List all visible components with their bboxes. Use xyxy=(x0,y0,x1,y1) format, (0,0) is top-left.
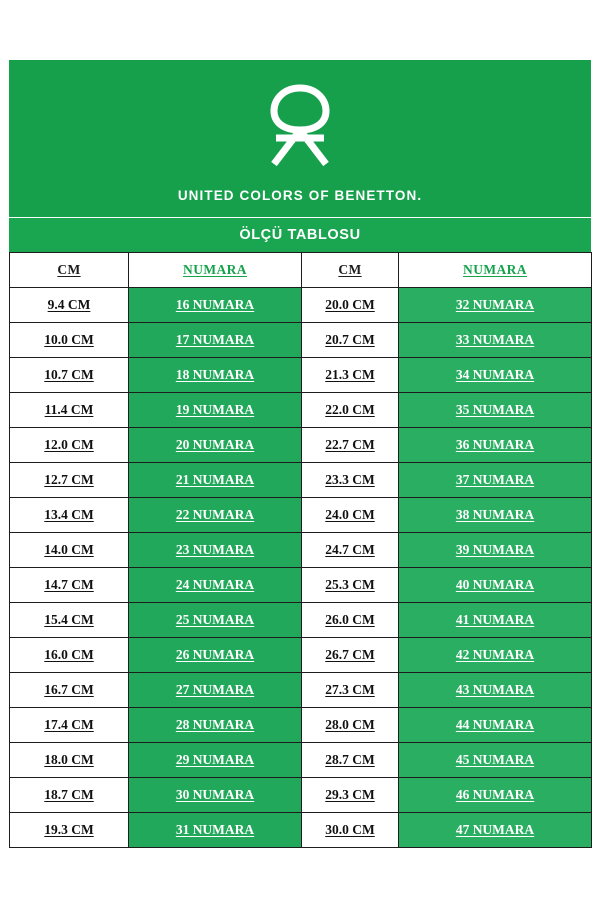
cell-numara-right: 33 NUMARA xyxy=(399,323,592,358)
cell-cm-right: 22.0 CM xyxy=(302,393,399,428)
cell-numara-left: 23 NUMARA xyxy=(129,533,302,568)
cell-cm-right: 23.3 CM xyxy=(302,463,399,498)
table-row xyxy=(10,463,592,498)
cell-numara-right: 46 NUMARA xyxy=(399,778,592,813)
cell-numara-left: 16 NUMARA xyxy=(129,288,302,323)
cell-numara-right: 35 NUMARA xyxy=(399,393,592,428)
cell-cm-left: 14.0 CM xyxy=(10,533,129,568)
cell-cm-left: 12.7 CM xyxy=(10,463,129,498)
column-header-numara-left: NUMARA xyxy=(129,253,302,288)
cell-cm-left: 11.4 CM xyxy=(10,393,129,428)
size-table xyxy=(9,252,592,848)
cell-cm-left: 15.4 CM xyxy=(10,603,129,638)
cell-numara-right: 40 NUMARA xyxy=(399,568,592,603)
brand-name: UNITED COLORS OF BENETTON. xyxy=(177,188,423,203)
table-row xyxy=(10,393,592,428)
cell-cm-left: 18.7 CM xyxy=(10,778,129,813)
table-row xyxy=(10,778,592,813)
column-header-cm-right: CM xyxy=(302,253,399,288)
cell-numara-right: 45 NUMARA xyxy=(399,743,592,778)
benetton-knot-logo-icon xyxy=(9,78,591,174)
table-row xyxy=(10,673,592,708)
cell-numara-right: 37 NUMARA xyxy=(399,463,592,498)
cell-cm-right: 24.0 CM xyxy=(302,498,399,533)
cell-numara-right: 39 NUMARA xyxy=(399,533,592,568)
cell-cm-left: 17.4 CM xyxy=(10,708,129,743)
cell-cm-right: 24.7 CM xyxy=(302,533,399,568)
column-header-numara-right: NUMARA xyxy=(399,253,592,288)
cell-cm-right: 26.7 CM xyxy=(302,638,399,673)
cell-cm-left: 10.7 CM xyxy=(10,358,129,393)
cell-numara-right: 36 NUMARA xyxy=(399,428,592,463)
cell-numara-right: 44 NUMARA xyxy=(399,708,592,743)
cell-cm-left: 9.4 CM xyxy=(10,288,129,323)
cell-numara-right: 34 NUMARA xyxy=(399,358,592,393)
table-row xyxy=(10,428,592,463)
cell-numara-left: 18 NUMARA xyxy=(129,358,302,393)
cell-numara-left: 30 NUMARA xyxy=(129,778,302,813)
table-row xyxy=(10,358,592,393)
table-row xyxy=(10,743,592,778)
table-row xyxy=(10,568,592,603)
column-header-cm-left: CM xyxy=(10,253,129,288)
cell-numara-left: 22 NUMARA xyxy=(129,498,302,533)
table-row xyxy=(10,708,592,743)
cell-cm-left: 16.0 CM xyxy=(10,638,129,673)
table-row xyxy=(10,288,592,323)
table-header-row xyxy=(10,253,592,288)
cell-cm-right: 25.3 CM xyxy=(302,568,399,603)
cell-numara-left: 25 NUMARA xyxy=(129,603,302,638)
cell-numara-left: 21 NUMARA xyxy=(129,463,302,498)
cell-cm-right: 22.7 CM xyxy=(302,428,399,463)
cell-numara-left: 28 NUMARA xyxy=(129,708,302,743)
cell-numara-left: 26 NUMARA xyxy=(129,638,302,673)
cell-numara-left: 24 NUMARA xyxy=(129,568,302,603)
table-body xyxy=(10,288,592,848)
cell-cm-right: 28.7 CM xyxy=(302,743,399,778)
cell-cm-left: 16.7 CM xyxy=(10,673,129,708)
cell-numara-left: 19 NUMARA xyxy=(129,393,302,428)
cell-cm-right: 20.0 CM xyxy=(302,288,399,323)
cell-numara-right: 43 NUMARA xyxy=(399,673,592,708)
cell-numara-left: 31 NUMARA xyxy=(129,813,302,848)
cell-cm-left: 19.3 CM xyxy=(10,813,129,848)
cell-cm-right: 21.3 CM xyxy=(302,358,399,393)
cell-numara-left: 27 NUMARA xyxy=(129,673,302,708)
table-row xyxy=(10,603,592,638)
cell-cm-right: 28.0 CM xyxy=(302,708,399,743)
table-row xyxy=(10,533,592,568)
table-row xyxy=(10,813,592,848)
cell-cm-right: 26.0 CM xyxy=(302,603,399,638)
cell-numara-right: 41 NUMARA xyxy=(399,603,592,638)
cell-numara-left: 29 NUMARA xyxy=(129,743,302,778)
cell-cm-left: 10.0 CM xyxy=(10,323,129,358)
brand-header xyxy=(9,60,591,217)
cell-numara-right: 42 NUMARA xyxy=(399,638,592,673)
table-row xyxy=(10,638,592,673)
cell-cm-left: 12.0 CM xyxy=(10,428,129,463)
cell-cm-right: 30.0 CM xyxy=(302,813,399,848)
cell-numara-right: 47 NUMARA xyxy=(399,813,592,848)
table-row xyxy=(10,323,592,358)
cell-cm-right: 27.3 CM xyxy=(302,673,399,708)
cell-numara-left: 20 NUMARA xyxy=(129,428,302,463)
size-chart-sheet xyxy=(9,60,591,848)
cell-numara-right: 38 NUMARA xyxy=(399,498,592,533)
cell-cm-left: 13.4 CM xyxy=(10,498,129,533)
cell-cm-left: 14.7 CM xyxy=(10,568,129,603)
chart-title: ÖLÇÜ TABLOSU xyxy=(9,217,591,252)
cell-cm-left: 18.0 CM xyxy=(10,743,129,778)
cell-numara-left: 17 NUMARA xyxy=(129,323,302,358)
cell-numara-right: 32 NUMARA xyxy=(399,288,592,323)
cell-cm-right: 29.3 CM xyxy=(302,778,399,813)
cell-cm-right: 20.7 CM xyxy=(302,323,399,358)
table-row xyxy=(10,498,592,533)
